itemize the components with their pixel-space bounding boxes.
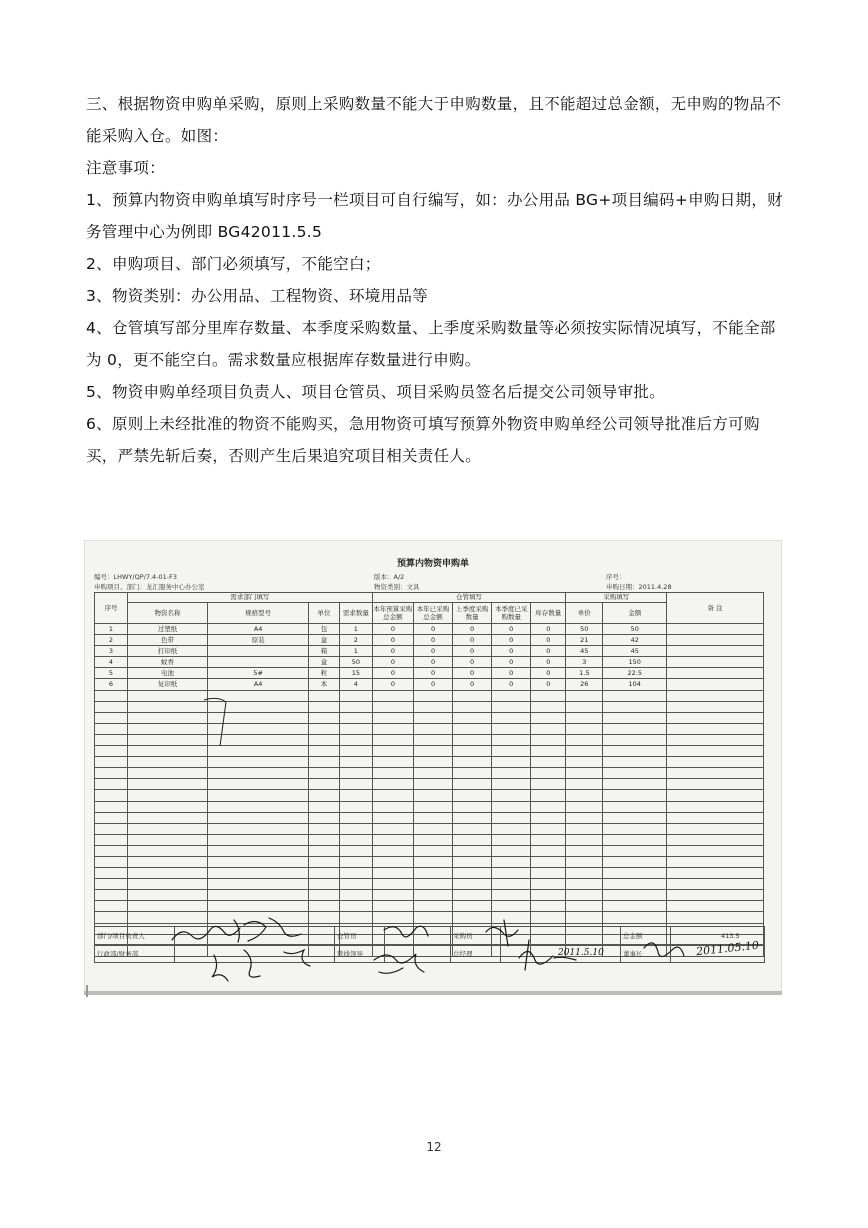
table-cell: 50 bbox=[339, 657, 372, 668]
table-cell: 0 bbox=[531, 635, 566, 646]
sig-total: 总金额 bbox=[621, 927, 671, 945]
header-amount: 金额 bbox=[603, 603, 667, 624]
table-cell: 15 bbox=[339, 668, 372, 679]
sig-warehouse: 仓管员 bbox=[335, 927, 385, 945]
page-number: 12 bbox=[426, 1140, 442, 1154]
table-cell: 0 bbox=[372, 657, 413, 668]
table-cell: 0 bbox=[372, 668, 413, 679]
paragraph: 3、物资类别：办公用品、工程物资、环境用品等 bbox=[86, 287, 428, 305]
sig-chairman: 董事长 bbox=[621, 945, 671, 963]
table-cell: 50 bbox=[603, 624, 667, 635]
table-cell: 50 bbox=[566, 624, 603, 635]
table-cell: 42 bbox=[603, 635, 667, 646]
scan-corner-mark bbox=[86, 985, 88, 997]
header-price: 单价 bbox=[566, 603, 603, 624]
table-cell: 0 bbox=[413, 624, 452, 635]
table-cell: 0 bbox=[531, 679, 566, 690]
table-cell: 6 bbox=[95, 679, 128, 690]
table-cell: 0 bbox=[413, 679, 452, 690]
table-cell: 0 bbox=[492, 657, 531, 668]
table-cell: 蚊香 bbox=[127, 657, 207, 668]
table-cell: 22.5 bbox=[603, 668, 667, 679]
table-cell: 0 bbox=[413, 646, 452, 657]
total-value: 413.5 bbox=[671, 927, 765, 945]
table-cell: 箱 bbox=[309, 646, 340, 657]
group-dept: 需求部门填写 bbox=[127, 593, 372, 603]
table-cell: 26 bbox=[566, 679, 603, 690]
header-spec: 规格型号 bbox=[208, 603, 309, 624]
table-cell: 0 bbox=[413, 657, 452, 668]
form-date: 申购日期：2011.4.28 bbox=[606, 583, 672, 591]
table-cell: 0 bbox=[531, 646, 566, 657]
table-cell: 0 bbox=[531, 624, 566, 635]
sig-gm: 总经理 bbox=[451, 945, 501, 963]
handwritten-date-1: 2011.5.10 bbox=[558, 948, 604, 958]
paragraph: 注意事项： bbox=[86, 159, 166, 177]
table-cell: 5# bbox=[208, 668, 309, 679]
header-qty: 需求数量 bbox=[339, 603, 372, 624]
table-cell: 0 bbox=[453, 657, 492, 668]
form-serial: 序号： bbox=[606, 573, 626, 581]
header-budget: 本年预算采购总金额 bbox=[372, 603, 413, 624]
table-cell: 粒 bbox=[309, 668, 340, 679]
header-purchased: 本年已采购总金额 bbox=[413, 603, 452, 624]
table-cell: 1 bbox=[339, 646, 372, 657]
table-cell: 色带 bbox=[127, 635, 207, 646]
table-cell: 21 bbox=[566, 635, 603, 646]
form-category: 物资类别：文具 bbox=[374, 583, 420, 591]
form-title: 预算内物资申购单 bbox=[396, 559, 469, 569]
table-cell: 复印纸 bbox=[127, 679, 207, 690]
table-cell: 包 bbox=[309, 624, 340, 635]
paragraph: 4、仓管填写部分里库存数量、本季度采购数量、上季度采购数量等必须按实际情况填写，不能全部为 0，更不能空白。需求数量应根据库存数量进行申购。 bbox=[86, 319, 776, 369]
group-purchase: 采购填写 bbox=[566, 593, 667, 603]
table-cell: 本 bbox=[309, 679, 340, 690]
table-cell: 盒 bbox=[309, 635, 340, 646]
table-cell: 0 bbox=[453, 646, 492, 657]
table-cell: 0 bbox=[492, 624, 531, 635]
table-cell: 0 bbox=[413, 635, 452, 646]
header-name: 物资名称 bbox=[127, 603, 207, 624]
group-warehouse: 仓管填写 bbox=[372, 593, 565, 603]
table-cell: 1.5 bbox=[566, 668, 603, 679]
table-cell: 0 bbox=[372, 679, 413, 690]
table-cell: 104 bbox=[603, 679, 667, 690]
scan-bottom-edge bbox=[84, 991, 782, 995]
scanned-form-image bbox=[84, 540, 782, 995]
sig-buyer: 采购员 bbox=[451, 927, 501, 945]
table-cell: 4 bbox=[339, 679, 372, 690]
table-cell: 0 bbox=[492, 646, 531, 657]
body-text bbox=[86, 88, 786, 472]
form-version: 版本：A/2 bbox=[374, 573, 405, 581]
form-project: 申购项目、部门：龙汇服务中心办公室 bbox=[94, 583, 205, 591]
table-cell: 0 bbox=[372, 635, 413, 646]
sig-dept-head: 部门/项目负责人 bbox=[95, 927, 175, 945]
table-cell: 0 bbox=[453, 668, 492, 679]
table-cell: 2 bbox=[339, 635, 372, 646]
header-seq: 序号 bbox=[95, 593, 128, 624]
table-cell: 3 bbox=[95, 646, 128, 657]
header-unit: 单位 bbox=[309, 603, 340, 624]
table-cell: 4 bbox=[95, 657, 128, 668]
table-cell: 0 bbox=[372, 646, 413, 657]
paragraph: 2、申购项目、部门必须填写，不能空白； bbox=[86, 255, 381, 273]
paragraph: 1、预算内物资申购单填写时序号一栏项目可自行编写，如：办公用品 BG+项目编码+申购日期，财务管理中心为例即 BG42011.5.5 bbox=[86, 191, 783, 241]
sig-warehouse-leader: 管线领导 bbox=[335, 945, 385, 963]
paragraph: 6、原则上未经批准的物资不能购买，急用物资可填写预算外物资申购单经公司领导批准后方可购买，严禁先斩后奏，否则产生后果追究项目相关责任人。 bbox=[86, 415, 760, 465]
header-lastq: 上季度采购数量 bbox=[453, 603, 492, 624]
handwritten-date-2: 2011.05.10 bbox=[695, 938, 760, 959]
table-cell: 45 bbox=[603, 646, 667, 657]
table-cell: A4 bbox=[208, 679, 309, 690]
table-cell: 0 bbox=[531, 668, 566, 679]
table-cell: 1 bbox=[95, 624, 128, 635]
table-cell: 45 bbox=[566, 646, 603, 657]
table-cell: 打印纸 bbox=[127, 646, 207, 657]
table-cell: A4 bbox=[208, 624, 309, 635]
table-cell: 0 bbox=[453, 624, 492, 635]
table-cell: 3 bbox=[566, 657, 603, 668]
paragraph: 5、物资申购单经项目负责人、项目仓管员、项目采购员签名后提交公司领导审批。 bbox=[86, 383, 665, 401]
table-cell: 1 bbox=[339, 624, 372, 635]
table-cell: 0 bbox=[413, 668, 452, 679]
paragraph: 三、根据物资申购单采购，原则上采购数量不能大于申购数量，且不能超过总金额，无申购的物品不能采购入仓。如图： bbox=[86, 95, 782, 145]
table-cell: 0 bbox=[453, 635, 492, 646]
table-cell: 过塑纸 bbox=[127, 624, 207, 635]
table-cell: 0 bbox=[492, 668, 531, 679]
table-cell: 0 bbox=[492, 679, 531, 690]
table-cell: 原装 bbox=[208, 635, 309, 646]
table-cell: 盒 bbox=[309, 657, 340, 668]
header-thisq: 本季度已采购数量 bbox=[492, 603, 531, 624]
table-cell: 5 bbox=[95, 668, 128, 679]
table-cell: 2 bbox=[95, 635, 128, 646]
table-cell: 0 bbox=[453, 679, 492, 690]
form-code: 编号：LHWY/QP/7.4-01-F3 bbox=[94, 573, 177, 581]
handwriting-signatures bbox=[84, 540, 782, 995]
header-stock: 库存数量 bbox=[531, 603, 566, 624]
sig-admin: 行政部/财务部 bbox=[95, 945, 175, 963]
table-cell: 0 bbox=[531, 657, 566, 668]
table-cell: 0 bbox=[372, 624, 413, 635]
table-cell: 0 bbox=[492, 635, 531, 646]
table-cell: 电池 bbox=[127, 668, 207, 679]
header-notes: 备 注 bbox=[667, 593, 764, 624]
table-cell: 150 bbox=[603, 657, 667, 668]
